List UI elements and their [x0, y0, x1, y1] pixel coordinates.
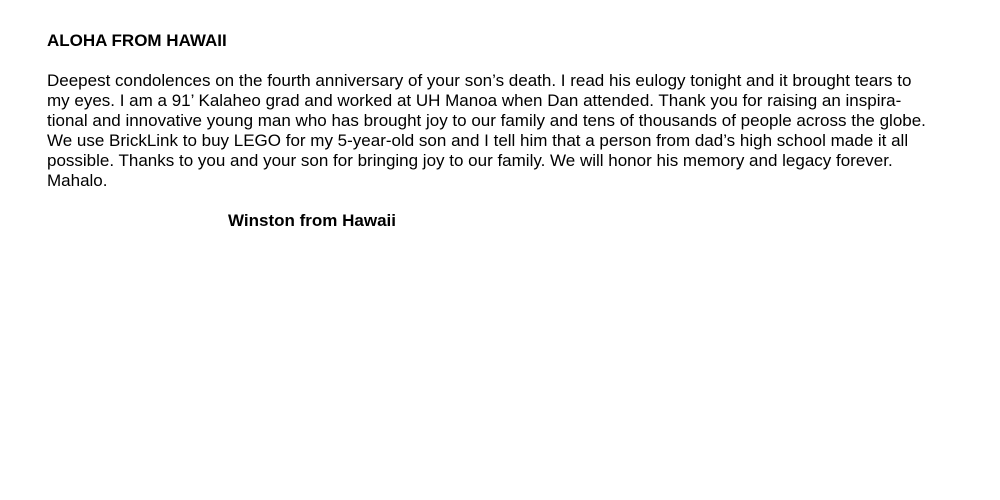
letter-body-line: possible. Thanks to you and your son for bringing joy to our family. We will honor his memory and legacy forever.: [47, 151, 893, 170]
letter-body-line: Deepest condolences on the fourth anniversary of your son’s death. I read his eulogy tonight and it brought tears to: [47, 71, 912, 90]
letter-body-line: We use BrickLink to buy LEGO for my 5-year-old son and I tell him that a person from dad’s high school made it all: [47, 131, 909, 150]
letter-signature: Winston from Hawaii: [228, 211, 396, 230]
letter-body: [47, 71, 987, 191]
letter-body-line: tional and innovative young man who has brought joy to our family and tens of thousands of people across the globe.: [47, 111, 926, 130]
letter-heading: ALOHA FROM HAWAII: [47, 31, 227, 50]
letter-body-line: Mahalo.: [47, 171, 108, 190]
letter-body-line: my eyes. I am a 91’ Kalaheo grad and worked at UH Manoa when Dan attended. Thank you for raising an inspira-: [47, 91, 902, 110]
